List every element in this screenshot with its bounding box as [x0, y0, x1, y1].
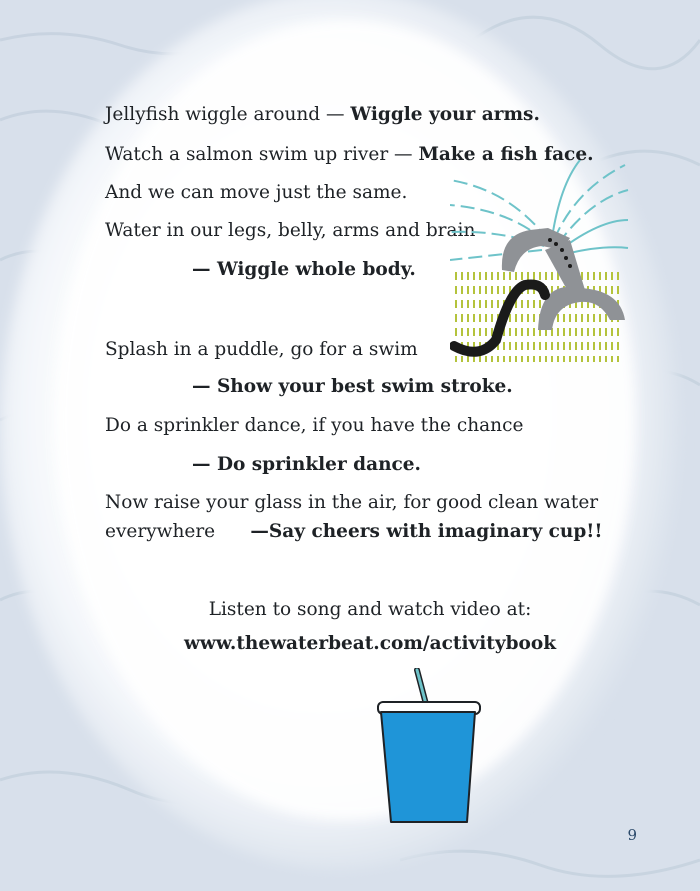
- sprinkler-hose-icon: [450, 160, 632, 370]
- action-line: — Do sprinkler dance.: [192, 454, 421, 475]
- lyric-line: Jellyfish wiggle around — Wiggle your arms.: [105, 104, 540, 125]
- listen-caption: Listen to song and watch video at:: [208, 599, 532, 620]
- video-url-link[interactable]: www.thewaterbeat.com/activitybook: [183, 633, 557, 654]
- page-number: 9: [627, 826, 637, 844]
- action-cue: Make a fish face.: [418, 144, 594, 165]
- lyric-line: Now raise your glass in the air, for good clean water: [105, 492, 599, 513]
- action-cue: —Say cheers with imaginary cup!!: [250, 521, 603, 542]
- action-cue: Wiggle your arms.: [350, 104, 540, 125]
- action-line: — Wiggle whole body.: [192, 259, 416, 280]
- lyric-line: Do a sprinkler dance, if you have the chance: [105, 415, 524, 436]
- drink-cup-icon: [375, 668, 485, 826]
- action-line: — Show your best swim stroke.: [192, 376, 513, 397]
- lyric-line: Water in our legs, belly, arms and brain: [105, 220, 476, 241]
- lyric-line: everywhere —Say cheers with imaginary cup!!: [105, 521, 603, 542]
- lyric-line: Splash in a puddle, go for a swim: [105, 339, 418, 360]
- lyric-line: Watch a salmon swim up river — Make a fish face.: [105, 144, 594, 165]
- lyric-line: And we can move just the same.: [105, 182, 408, 203]
